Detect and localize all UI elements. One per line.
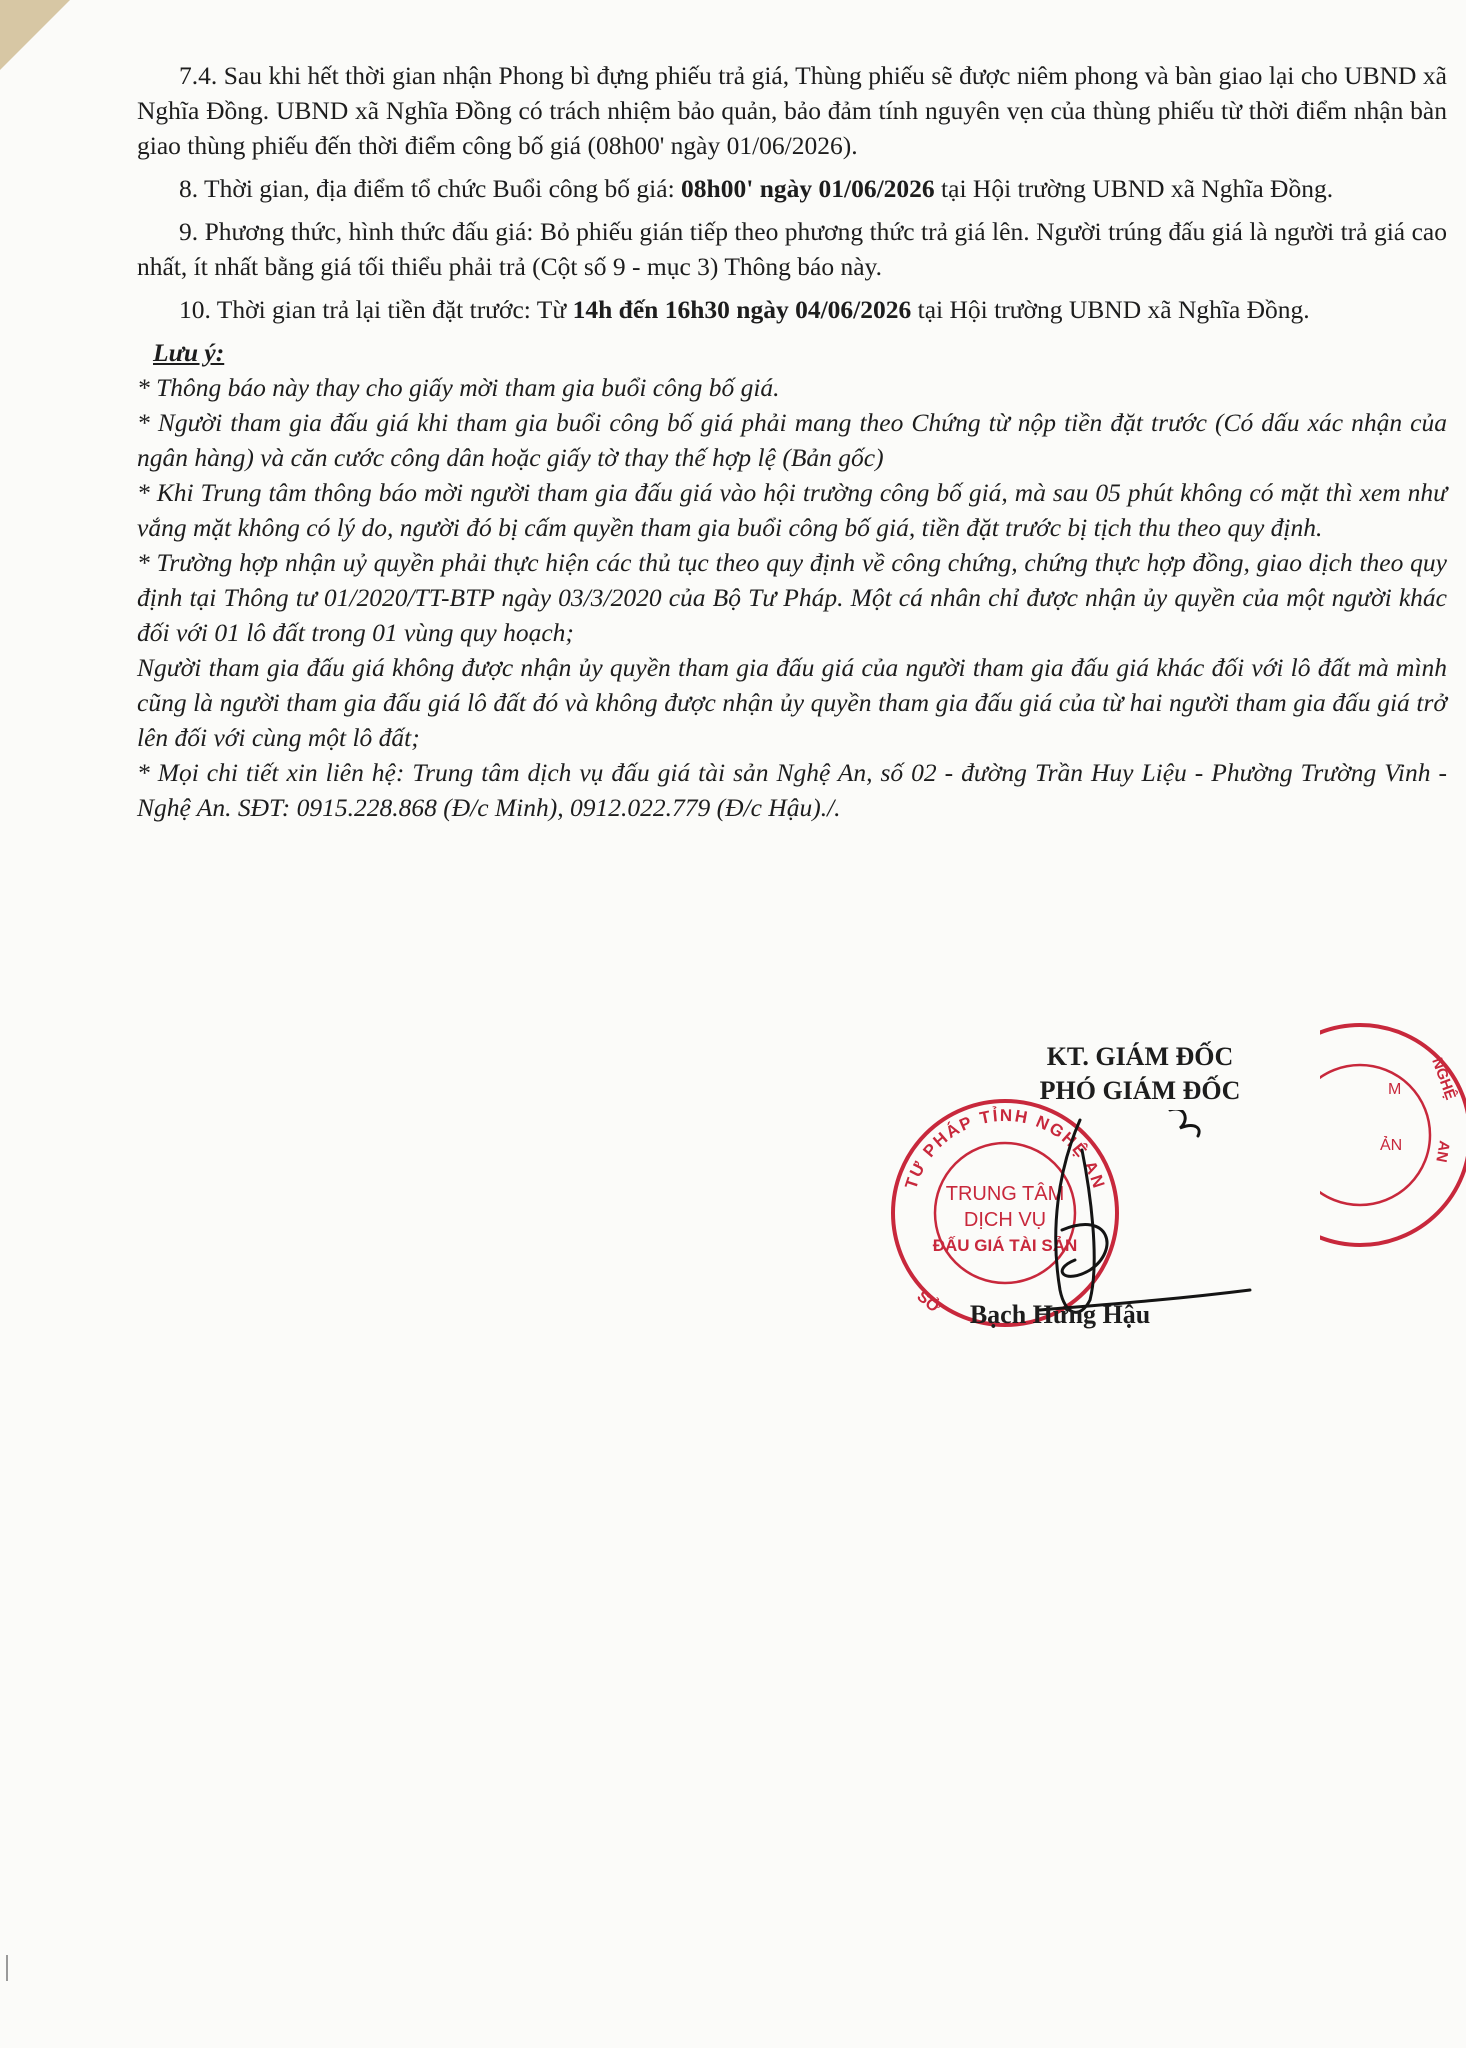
stamp-center-line2: DỊCH VỤ xyxy=(963,1209,1047,1231)
margin-mark xyxy=(6,1955,8,1981)
partial-stamp-text1: NGHỆ xyxy=(1428,1055,1460,1103)
stamp-center-line3: ĐẤU GIÁ TÀI SẢN xyxy=(932,1236,1078,1255)
notes-title: Lưu ý: xyxy=(153,338,225,367)
paragraph-10 xyxy=(137,292,1447,327)
paragraph-7-4: 7.4. Sau khi hết thời gian nhận Phong bì đựng phiếu trả giá, Thùng phiếu sẽ được niêm phong và bàn giao lại cho UBND xã Nghĩa Đồng. UBND xã Nghĩa Đồng có trách nhiệm bảo quản, bảo đảm tính nguyên vẹn của thùng phiếu từ thời điểm nhận bàn giao thùng phiếu đến thời điểm công bố giá (08h00' ngày 01/06/2026). xyxy=(137,61,1447,160)
note-item: * Mọi chi tiết xin liên hệ: Trung tâm dịch vụ đấu giá tài sản Nghệ An, số 02 - đường Trần Huy Liệu - Phường Trường Vinh - Nghệ An. SĐT: 0915.228.868 (Đ/c Minh), 0912.022.779 (Đ/c Hậu)./. xyxy=(137,758,1447,822)
partial-stamp xyxy=(1320,1010,1466,1260)
stamp-ring-prefix: SỞ xyxy=(913,1288,943,1317)
note-item: * Khi Trung tâm thông báo mời người tham gia đấu giá vào hội trường công bố giá, mà sau 05 phút không có mặt thì xem như vắng mặt không có lý do, người đó bị cấm quyền tham gia buổi công bố giá, tiền đặt trước bị tịch thu theo quy định. xyxy=(137,478,1447,542)
paragraph-9: 9. Phương thức, hình thức đấu giá: Bỏ phiếu gián tiếp theo phương thức trả giá lên. Người trúng đấu giá là người trả giá cao nhất, ít nhất bằng giá tối thiểu phải trả (Cột số 9 - mục 3) Thông báo này. xyxy=(137,217,1447,281)
signer-name: Bạch Hưng Hậu xyxy=(969,1300,1151,1329)
note-item: Người tham gia đấu giá không được nhận ủy quyền tham gia đấu giá của người tham gia đấu giá khác đối với lô đất mà mình cũng là người tham gia đấu giá lô đất đó và không được nhận ủy quyền tham gia đấu giá của từ hai người tham gia đấu giá trở lên đối với cùng một lô đất; xyxy=(137,653,1447,752)
partial-stamp-text4: ẢN xyxy=(1380,1137,1403,1154)
paragraph-10-location: tại Hội trường UBND xã Nghĩa Đồng. xyxy=(911,295,1310,324)
note-item: * Người tham gia đấu giá khi tham gia buổi công bố giá phải mang theo Chứng từ nộp tiền đặt trước (Có dấu xác nhận của ngân hàng) và căn cước công dân hoặc giấy tờ thay thế hợp lệ (Bản gốc) xyxy=(137,408,1447,472)
note-item: * Trường hợp nhận uỷ quyền phải thực hiện các thủ tục theo quy định về công chứng, chứng thực hợp đồng, giao dịch theo quy định tại Thông tư 01/2020/TT-BTP ngày 03/3/2020 của Bộ Tư Pháp. Một cá nhân chỉ được nhận ủy quyền của một người khác đối với 01 lô đất trong 01 vùng quy hoạch; xyxy=(137,548,1447,647)
paragraph-10-text: 10. Thời gian trả lại tiền đặt trước: Từ xyxy=(179,295,573,324)
partial-stamp-text2: AN xyxy=(1432,1139,1453,1164)
paragraph-10-time: 14h đến 16h30 ngày 04/06/2026 xyxy=(572,295,912,324)
page-corner-fold xyxy=(0,0,70,70)
document-body xyxy=(137,58,1447,825)
paragraph-8 xyxy=(137,171,1447,206)
paragraph-8-time: 08h00' ngày 01/06/2026 xyxy=(681,174,935,203)
signature-title-line1: KT. GIÁM ĐỐC xyxy=(1046,1042,1234,1071)
signature-title-line2: PHÓ GIÁM ĐỐC xyxy=(1039,1076,1241,1105)
partial-stamp-text3: M xyxy=(1388,1081,1402,1098)
note-item: * Thông báo này thay cho giấy mời tham gia buổi công bố giá. xyxy=(137,373,780,402)
stamp-center-line1: TRUNG TÂM xyxy=(945,1183,1065,1205)
paragraph-8-text: 8. Thời gian, địa điểm tổ chức Buổi công bố giá: xyxy=(179,174,682,203)
partial-stamp-inner-ring xyxy=(1320,1065,1430,1205)
stamp-ring-text: TƯ PHÁP TỈNH NGHỆ AN xyxy=(901,1105,1109,1193)
paragraph-8-location: tại Hội trường UBND xã Nghĩa Đồng. xyxy=(934,174,1334,203)
